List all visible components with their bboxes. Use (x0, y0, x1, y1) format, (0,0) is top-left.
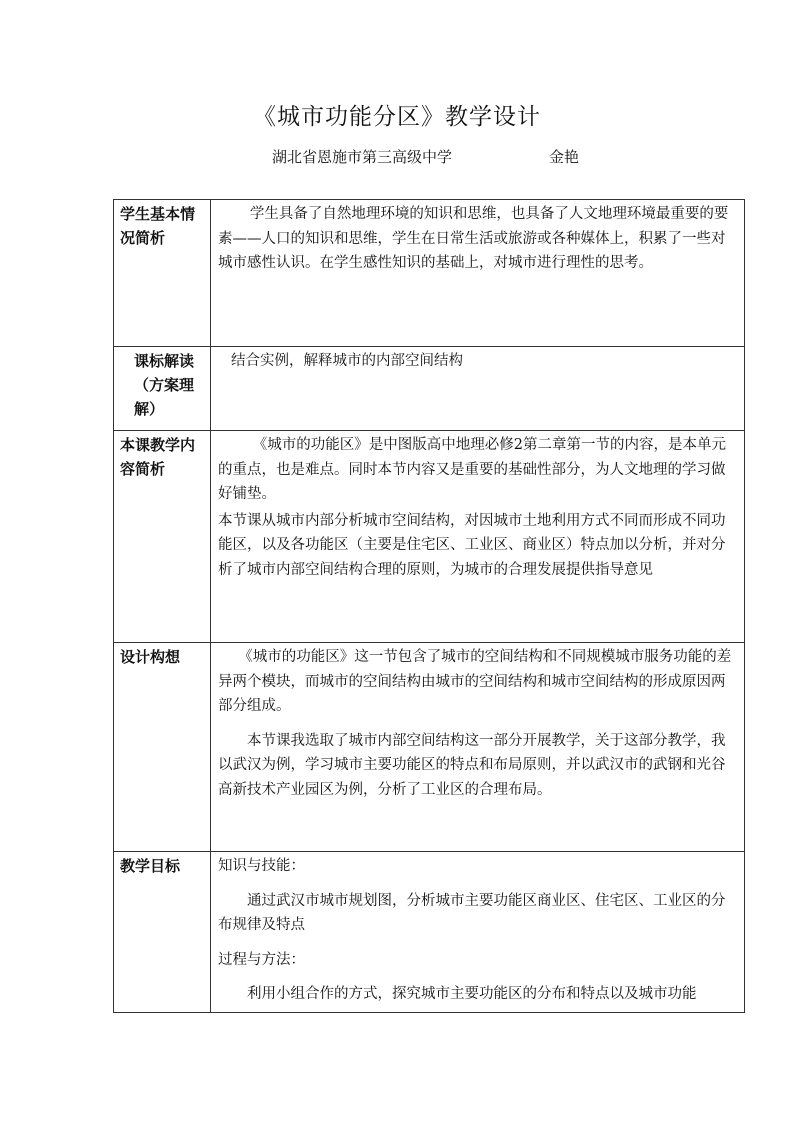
content-paragraph: 知识与技能： (218, 858, 305, 874)
table-row-design (114, 643, 745, 852)
content-paragraph: 本节课从城市内部分析城市空间结构，对因城市土地利用方式不同而形成不同功能区，以及各功能区（主要是住宅区、工业区、商业区）特点加以分析，并对分析了城市内部空间结构合理的原则，为城市的合理发展提供指导意见 (218, 512, 726, 578)
row-label: 设计构想 (114, 643, 211, 852)
row-label: 本课教学内容简析 (114, 431, 211, 643)
content-paragraph: 《城市的功能区》是中图版高中地理必修2第二章第一节的内容，是本单元的重点，也是难点。同时本节内容又是重要的基础性部分，为人文地理的学习做好铺垫。 (218, 437, 727, 502)
document-title: 《城市功能分区》教学设计 (253, 104, 541, 130)
table-row-student-analysis (114, 200, 745, 347)
table-row-objectives (114, 852, 745, 1013)
content-paragraph: 结合实例，解释城市的内部空间结构 (231, 353, 463, 369)
content-paragraph: 通过武汉市城市规划图，分析城市主要功能区商业区、住宅区、工业区的分布规律及特点 (218, 892, 726, 933)
row-content (211, 347, 745, 431)
author-name: 金艳 (549, 148, 580, 166)
content-paragraph: 本节课我选取了城市内部空间结构这一部分开展教学，关于这部分教学，我以武汉为例，学习城市主要功能区的特点和布局原则，并以武汉市的武钢和光谷高新技术产业园区为例，分析了工业区的合理布局。 (218, 732, 726, 798)
table-row-content-analysis (114, 431, 745, 643)
row-label: 学生基本情况简析 (114, 200, 211, 347)
content-paragraph: 过程与方法： (218, 951, 305, 968)
row-content (211, 431, 745, 643)
row-content (211, 643, 745, 852)
content-paragraph: 《城市的功能区》这一节包含了城市的空间结构和不同规模城市服务功能的差异两个模块，而城市的空间结构由城市的空间结构和城市空间结构的形成原因两部分组成。 (218, 649, 732, 714)
lesson-plan-table (113, 199, 745, 1013)
row-label: 课标解读（方案理解） (114, 347, 211, 431)
row-label: 教学目标 (114, 852, 211, 1013)
row-content (211, 852, 745, 1013)
table-row-curriculum (114, 347, 745, 431)
content-paragraph: 学生具备了自然地理环境的知识和思维，也具备了人文地理环境最重要的要素——人口的知识和思维，学生在日常生活或旅游或各种媒体上，积累了一些对城市感性认识。在学生感性知识的基础上，对城市进行理性的思考。 (218, 206, 729, 271)
row-content (211, 200, 745, 347)
content-paragraph: 利用小组合作的方式，探究城市主要功能区的分布和特点以及城市功能 (247, 986, 697, 1002)
school-name: 湖北省恩施市第三高级中学 (272, 148, 453, 166)
